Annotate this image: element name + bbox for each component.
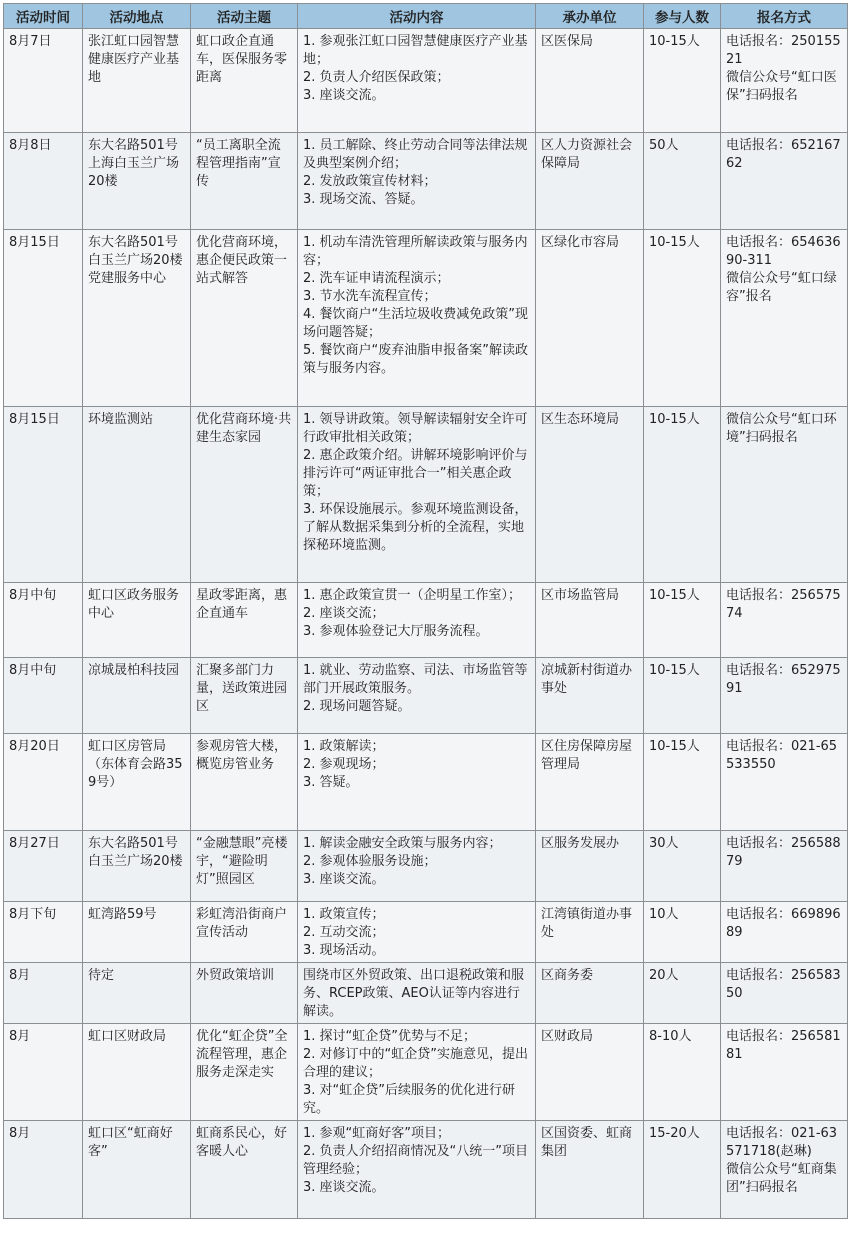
table-row [4,133,848,230]
cell-participants: 50人 [644,133,721,230]
header-time: 活动时间 [4,4,83,29]
cell-signup-line: 电话报名：65297591 [726,663,841,696]
cell-content [298,407,536,583]
cell-time: 8月 [4,1121,83,1219]
cell-participants: 30人 [644,831,721,902]
cell-organizer: 区医保局 [536,29,644,133]
cell-signup-line: 微信公众号“虹商集团”扫码报名 [726,1162,837,1195]
cell-signup [721,133,848,230]
cell-place: 东大名路501号白玉兰广场20楼 [83,831,191,902]
cell-content [298,133,536,230]
cell-content-line: 1. 探讨“虹企贷”优势与不足； [303,1029,477,1044]
header-participants: 参与人数 [644,4,721,29]
cell-place: 虹口区财政局 [83,1024,191,1121]
cell-time: 8月 [4,963,83,1024]
cell-signup-line: 电话报名：25657574 [726,588,841,621]
table-row [4,583,848,658]
cell-time: 8月20日 [4,734,83,831]
cell-content-line: 2. 现场问题答疑。 [303,699,411,714]
cell-content-line: 1. 参观“虹商好客”项目； [303,1126,451,1141]
cell-theme: 优化“虹企贷”全流程管理，惠企服务走深走实 [191,1024,298,1121]
cell-content-line: 2. 互动交流； [303,925,385,940]
cell-content-line: 2. 负责人介绍招商情况及“八统一”项目管理经验； [303,1144,529,1177]
cell-content-line: 2. 负责人介绍医保政策； [303,70,450,85]
cell-content [298,1121,536,1219]
cell-participants: 10人 [644,902,721,963]
cell-theme: “金融慧眼”亮楼宇，“避险明灯”照园区 [191,831,298,902]
cell-signup [721,1024,848,1121]
header-theme: 活动主题 [191,4,298,29]
cell-place: 虹湾路59号 [83,902,191,963]
cell-signup-line: 电话报名：25015521 [726,34,841,67]
cell-participants: 10-15人 [644,734,721,831]
cell-content-line: 3. 对“虹企贷”后续服务的优化进行研究。 [303,1083,516,1116]
cell-content [298,658,536,734]
cell-content [298,963,536,1024]
cell-organizer: 区服务发展办 [536,831,644,902]
cell-place: 凉城晟柏科技园 [83,658,191,734]
cell-signup [721,1121,848,1219]
cell-theme: 优化营商环境·共建生态家园 [191,407,298,583]
cell-organizer: 区人力资源社会保障局 [536,133,644,230]
cell-signup-line: 电话报名：25658350 [726,968,841,1001]
cell-theme: 虹商系民心，好客暖人心 [191,1121,298,1219]
cell-content-line: 1. 机动车清洗管理所解读政策与服务内容； [303,235,528,268]
activity-schedule-table [3,3,848,1219]
cell-place: 虹口区“虹商好客” [83,1121,191,1219]
header-content: 活动内容 [298,4,536,29]
cell-signup-line: 电话报名：66989689 [726,907,841,940]
cell-content-line: 3. 答疑。 [303,775,359,790]
cell-place: 虹口区房管局（东体育会路359号） [83,734,191,831]
cell-content-line: 1. 解读金融安全政策与服务内容； [303,836,502,851]
cell-participants: 8-10人 [644,1024,721,1121]
table-row [4,29,848,133]
cell-content-line: 3. 现场交流、答疑。 [303,192,424,207]
cell-participants: 10-15人 [644,658,721,734]
cell-content-line: 2. 参观体验服务设施； [303,854,437,869]
cell-participants: 10-15人 [644,583,721,658]
cell-content-line: 1. 政策解读； [303,739,385,754]
cell-content-line: 2. 座谈交流； [303,606,385,621]
cell-organizer: 凉城新村街道办事处 [536,658,644,734]
cell-content-line: 3. 座谈交流。 [303,1180,385,1195]
cell-signup [721,658,848,734]
cell-content-line: 围绕市区外贸政策、出口退税政策和服务、RCEP政策、AEO认证等内容进行解读。 [303,968,525,1019]
cell-signup-line: 微信公众号“虹口绿容”报名 [726,271,837,304]
cell-signup [721,407,848,583]
cell-organizer: 区住房保障房屋管理局 [536,734,644,831]
cell-content-line: 4. 餐饮商户“生活垃圾收费减免政策”现场问题答疑； [303,307,529,340]
cell-time: 8月 [4,1024,83,1121]
cell-time: 8月27日 [4,831,83,902]
cell-place: 虹口区政务服务中心 [83,583,191,658]
cell-content-line: 2. 发放政策宣传材料； [303,174,437,189]
cell-theme: 彩虹湾沿街商户宣传活动 [191,902,298,963]
cell-content [298,583,536,658]
cell-signup [721,902,848,963]
cell-theme: 汇聚多部门力量，送政策进园区 [191,658,298,734]
cell-signup-line: 电话报名：25658181 [726,1029,841,1062]
cell-content [298,230,536,407]
cell-signup [721,831,848,902]
cell-content-line: 3. 座谈交流。 [303,88,385,103]
cell-place: 东大名路501号上海白玉兰广场20楼 [83,133,191,230]
cell-signup-line: 电话报名：25658879 [726,836,841,869]
cell-content-line: 3. 座谈交流。 [303,872,385,887]
table-row [4,1121,848,1219]
cell-time: 8月中旬 [4,583,83,658]
cell-organizer: 区绿化市容局 [536,230,644,407]
cell-content-line: 1. 员工解除、终止劳动合同等法律法规及典型案例介绍； [303,138,528,171]
cell-content-line: 1. 参观张江虹口园智慧健康医疗产业基地； [303,34,528,67]
cell-signup [721,29,848,133]
cell-organizer: 区市场监管局 [536,583,644,658]
cell-content-line: 2. 惠企政策介绍。讲解环境影响评价与排污许可“两证审批合一”相关惠企政策； [303,448,528,499]
cell-content-line: 2. 洗车证申请流程演示； [303,271,450,286]
cell-theme: 参观房管大楼，概览房管业务 [191,734,298,831]
table-row [4,230,848,407]
header-place: 活动地点 [83,4,191,29]
cell-participants: 10-15人 [644,29,721,133]
cell-content-line: 1. 政策宣传； [303,907,385,922]
cell-content-line: 1. 惠企政策宣贯一（企明星工作室）； [303,588,522,603]
cell-content-line: 3. 环保设施展示。参观环境监测设备，了解从数据采集到分析的全流程，实地探秘环境监测。 [303,502,528,553]
cell-organizer: 江湾镇街道办事处 [536,902,644,963]
cell-content [298,29,536,133]
cell-theme: 虹口政企直通车，医保服务零距离 [191,29,298,133]
cell-participants: 15-20人 [644,1121,721,1219]
cell-signup-line: 电话报名：021-63571718(赵琳) [726,1126,838,1159]
header-signup: 报名方式 [721,4,848,29]
cell-signup [721,583,848,658]
table-row [4,407,848,583]
table-row [4,831,848,902]
cell-content [298,902,536,963]
cell-signup-line: 微信公众号“虹口医保”扫码报名 [726,70,837,103]
cell-signup-line: 电话报名：021-65533550 [726,739,838,772]
cell-organizer: 区生态环境局 [536,407,644,583]
cell-signup [721,230,848,407]
cell-time: 8月15日 [4,407,83,583]
cell-content-line: 3. 参观体验登记大厅服务流程。 [303,624,489,639]
cell-theme: 外贸政策培训 [191,963,298,1024]
cell-place: 张江虹口园智慧健康医疗产业基地 [83,29,191,133]
cell-content-line: 1. 领导讲政策。领导解读辐射安全许可行政审批相关政策； [303,412,528,445]
cell-content-line: 1. 就业、劳动监察、司法、市场监管等部门开展政策服务。 [303,663,528,696]
cell-content-line: 2. 参观现场； [303,757,385,772]
cell-time: 8月15日 [4,230,83,407]
cell-content-line: 3. 节水洗车流程宣传； [303,289,437,304]
table-header-row [4,4,848,29]
cell-content [298,734,536,831]
cell-signup-line: 电话报名：65463690-311 [726,235,841,268]
cell-content [298,831,536,902]
cell-time: 8月8日 [4,133,83,230]
cell-content-line: 3. 现场活动。 [303,943,385,958]
cell-time: 8月下旬 [4,902,83,963]
cell-participants: 10-15人 [644,407,721,583]
table-row [4,963,848,1024]
cell-content [298,1024,536,1121]
cell-signup [721,963,848,1024]
cell-participants: 20人 [644,963,721,1024]
table-row [4,658,848,734]
cell-organizer: 区国资委、虹商集团 [536,1121,644,1219]
table-row [4,902,848,963]
cell-signup-line: 微信公众号“虹口环境”扫码报名 [726,412,837,445]
cell-organizer: 区财政局 [536,1024,644,1121]
cell-theme: 优化营商环境，惠企便民政策一站式解答 [191,230,298,407]
cell-signup [721,734,848,831]
cell-theme: 星政零距离，惠企直通车 [191,583,298,658]
header-organizer: 承办单位 [536,4,644,29]
cell-signup-line: 电话报名：65216762 [726,138,841,171]
cell-time: 8月7日 [4,29,83,133]
cell-theme: “员工离职全流程管理指南”宣传 [191,133,298,230]
table-row [4,734,848,831]
cell-content-line: 2. 对修订中的“虹企贷”实施意见，提出合理的建议； [303,1047,529,1080]
cell-place: 环境监测站 [83,407,191,583]
cell-place: 东大名路501号白玉兰广场20楼党建服务中心 [83,230,191,407]
cell-participants: 10-15人 [644,230,721,407]
cell-time: 8月中旬 [4,658,83,734]
table-row [4,1024,848,1121]
cell-content-line: 5. 餐饮商户“废弃油脂申报备案”解读政策与服务内容。 [303,343,529,376]
cell-place: 待定 [83,963,191,1024]
cell-organizer: 区商务委 [536,963,644,1024]
